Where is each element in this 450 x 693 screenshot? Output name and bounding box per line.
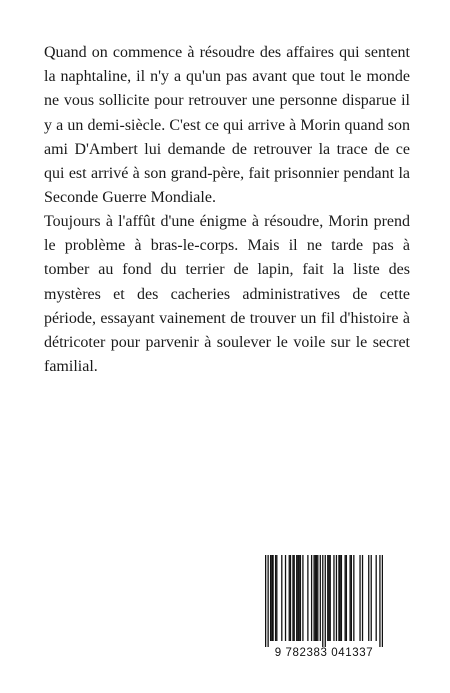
barcode-bar xyxy=(300,555,301,641)
barcode-bar xyxy=(316,555,317,641)
barcode-guard-bar xyxy=(267,555,268,647)
barcode-bar xyxy=(338,555,339,641)
barcode-bar xyxy=(320,555,321,641)
barcode-bar xyxy=(276,555,277,641)
barcode-bar xyxy=(270,555,271,641)
barcode-guard-bar xyxy=(382,555,383,647)
barcode-bar xyxy=(302,555,303,641)
barcode-bar xyxy=(336,555,337,641)
barcode-bar xyxy=(362,555,363,641)
barcode-bar xyxy=(292,555,293,641)
isbn-barcode xyxy=(257,553,391,663)
barcode-bar xyxy=(353,555,354,641)
barcode-bar xyxy=(333,555,334,641)
barcode-bar xyxy=(297,555,298,641)
barcode-bar xyxy=(290,555,291,641)
barcode-bar xyxy=(294,555,295,641)
barcode-bar xyxy=(371,555,372,641)
barcode-bar xyxy=(313,555,314,641)
isbn-digits: 9 782383 041337 xyxy=(274,647,374,659)
barcode-bar xyxy=(299,555,300,641)
barcode-guard-bar xyxy=(325,555,326,647)
back-cover-paragraph-2: Toujours à l'affût d'une énigme à résoudre, Morin prend le problème à bras-le-corps. Mais il ne tarde pas à tomber au fond du terrier de lapin, fait la liste des mystères et des cacheries administratives de cette période, essayant vainement de trouver un fil d'histoire à détricoter pour parvenir à soulever le voile sur le secret familial. xyxy=(44,213,410,376)
barcode-bar xyxy=(272,555,273,641)
barcode-bar xyxy=(317,555,318,641)
barcode-bar xyxy=(328,555,329,641)
barcode-bar xyxy=(346,555,347,641)
barcode-bar xyxy=(271,555,272,641)
barcode-bar xyxy=(368,555,369,641)
barcode-bar xyxy=(340,555,341,641)
barcode-bar xyxy=(275,555,276,641)
barcode-bar xyxy=(327,555,328,641)
barcode-bar xyxy=(351,555,352,641)
barcode-guard-bar xyxy=(265,555,266,647)
barcode-bar xyxy=(307,555,308,641)
barcode-bar xyxy=(376,555,377,641)
barcode-bar xyxy=(315,555,316,641)
barcode-bar xyxy=(359,555,360,641)
barcode-guard-bar xyxy=(322,555,323,647)
barcode-bar xyxy=(341,555,342,641)
barcode-bar xyxy=(285,555,286,641)
barcode-bar xyxy=(311,555,312,641)
barcode-bar xyxy=(281,555,282,641)
barcode-bars xyxy=(265,555,383,647)
barcode-bar xyxy=(330,555,331,641)
back-cover-paragraph-1: Quand on commence à résoudre des affaires qui sentent la naphtaline, il n'y a qu'un pas avant que tout le monde ne vous sollicite pour retrouver une personne disparue il y a un demi-siècle. C'est ce qui arrive à Morin quand son ami D'Ambert lui demande de retrouver la trace de ce qui est arrivé à son grand-père, fait prisonnier pendant la Seconde Guerre Mondiale. xyxy=(44,44,410,207)
barcode-bar xyxy=(296,555,297,641)
barcode-bar xyxy=(344,555,345,641)
barcode-bar xyxy=(289,555,290,641)
barcode-bar xyxy=(349,555,350,641)
barcode-guard-bar xyxy=(379,555,380,647)
